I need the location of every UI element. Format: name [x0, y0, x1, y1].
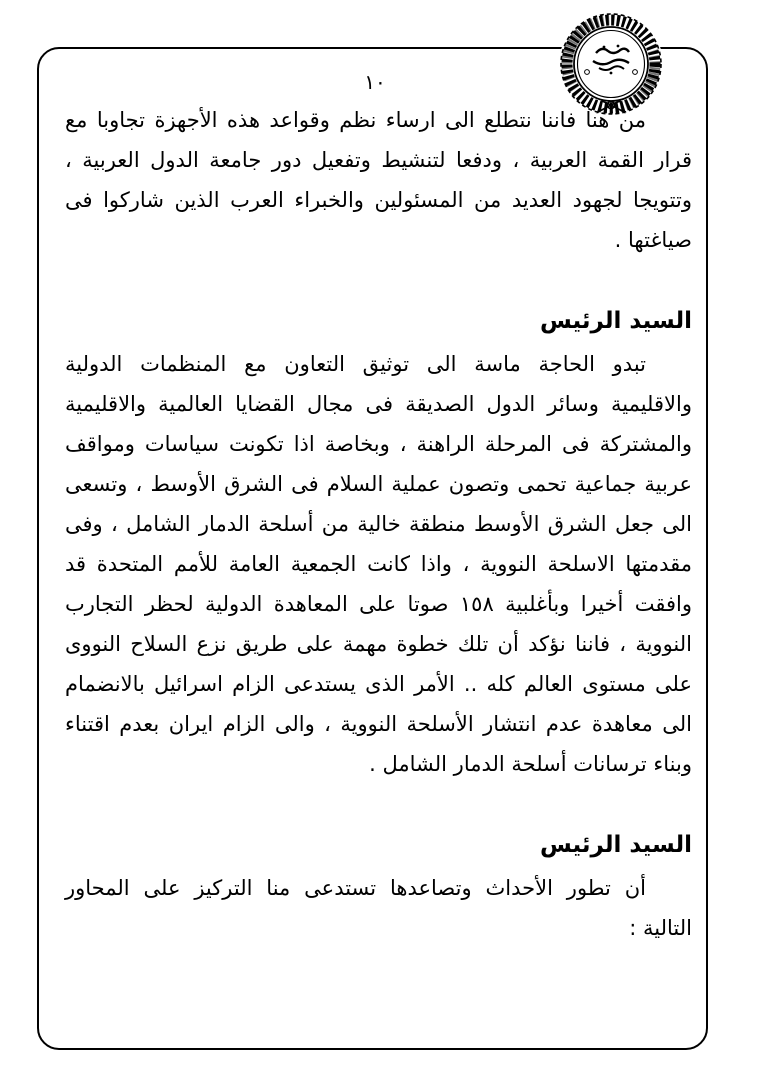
text-line: أن تطور الأحداث وتصاعدها تستدعى منا التركيز على المحاور — [65, 876, 646, 900]
text-line: الى جعل الشرق الأوسط منطقة خالية من أسلحة الدمار الشامل ، وفى — [65, 512, 692, 536]
text-line: والاقليمية وسائر الدول الصديقة فى مجال القضايا العالمية والاقليمية — [65, 392, 692, 416]
text-line: الى معاهدة عدم انتشار الأسلحة النووية ، والى الزام ايران بعدم اقتناء — [65, 712, 692, 736]
text-line: وافقت أخيرا وبأغلبية ١٥٨ صوتا على المعاهدة الدولية لحظر التجارب — [65, 592, 693, 616]
text-line: صياغتها . — [614, 228, 692, 252]
text-line: النووية ، فاننا نؤكد أن تلك خطوة مهمة على طريق نزع السلاح النووى — [65, 632, 692, 656]
section-heading: السيد الرئيس — [540, 832, 692, 858]
text-line: على مستوى العالم كله .. الأمر الذى يستدعى الزام اسرائيل بالانضمام — [65, 672, 692, 696]
text-line: وتتويجا لجهود العديد من المسئولين والخبراء العرب الذين شاركوا فى — [65, 188, 692, 212]
text-line: التالية : — [629, 916, 692, 940]
text-line: مقدمتها الاسلحة النووية ، واذا كانت الجمعية العامة للأمم المتحدة قد — [65, 552, 692, 576]
paragraph — [65, 100, 692, 260]
section-heading: السيد الرئيس — [540, 308, 692, 334]
text-line: من هنا فاننا نتطلع الى ارساء نظم وقواعد هذه الأجهزة تجاوبا مع — [65, 108, 646, 132]
document-body — [65, 100, 692, 948]
text-line: والمشتركة فى المرحلة الراهنة ، وبخاصة اذا تكونت سياسات ومواقف — [65, 432, 692, 456]
text-line: قرار القمة العربية ، ودفعا لتنشيط وتفعيل دور جامعة الدول العربية ، — [65, 148, 692, 172]
paragraph — [65, 868, 692, 948]
page-number: ١٠ — [364, 70, 386, 94]
text-line: وبناء ترسانات أسلحة الدمار الشامل . — [369, 752, 692, 776]
text-line: تبدو الحاجة ماسة الى توثيق التعاون مع المنظمات الدولية — [65, 352, 646, 376]
text-line: عربية جماعية تحمى وتصون عملية السلام فى الشرق الأوسط ، وتسعى — [65, 472, 692, 496]
paragraph — [65, 344, 692, 784]
